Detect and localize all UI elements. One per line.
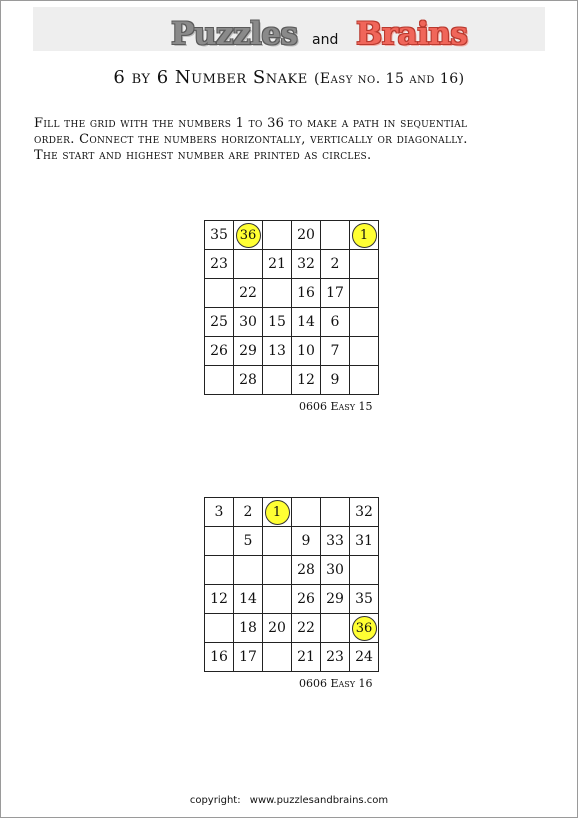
circled-number: 36 bbox=[352, 616, 377, 641]
logo-puzzles: Puzzles bbox=[171, 16, 298, 52]
grid-cell[interactable]: 24 bbox=[350, 643, 379, 672]
grid-row bbox=[205, 337, 379, 366]
logo-brains: Brains bbox=[356, 16, 468, 52]
grid-cell[interactable]: 21 bbox=[292, 643, 321, 672]
grid-cell[interactable]: 25 bbox=[205, 308, 234, 337]
grid-cell[interactable] bbox=[350, 366, 379, 395]
grid-cell[interactable]: 7 bbox=[321, 337, 350, 366]
grid-cell[interactable]: 2 bbox=[321, 250, 350, 279]
grid-cell[interactable]: 29 bbox=[321, 585, 350, 614]
grid-row bbox=[205, 250, 379, 279]
grid-cell[interactable] bbox=[263, 585, 292, 614]
grid-cell[interactable]: 6 bbox=[321, 308, 350, 337]
grid-cell[interactable]: 30 bbox=[321, 556, 350, 585]
grid-cell[interactable]: 16 bbox=[205, 643, 234, 672]
grid-cell[interactable]: 9 bbox=[292, 527, 321, 556]
title-main: 6 by 6 Number Snake bbox=[113, 67, 308, 88]
puzzle-label-15: 0606 Easy 15 bbox=[299, 400, 373, 413]
grid-cell[interactable]: 33 bbox=[321, 527, 350, 556]
grid-row bbox=[205, 366, 379, 395]
logo-and: and bbox=[312, 32, 339, 48]
grid-cell[interactable] bbox=[350, 221, 379, 250]
puzzle-grid-15 bbox=[204, 220, 379, 395]
grid-cell[interactable]: 30 bbox=[234, 308, 263, 337]
circled-number: 1 bbox=[352, 223, 377, 248]
grid-cell[interactable]: 23 bbox=[205, 250, 234, 279]
header-banner bbox=[33, 7, 545, 51]
grid-cell[interactable] bbox=[263, 366, 292, 395]
page-title bbox=[0, 67, 578, 88]
grid-cell[interactable]: 5 bbox=[234, 527, 263, 556]
grid-cell[interactable]: 32 bbox=[292, 250, 321, 279]
instruction-line: The start and highest number are printed as circles. bbox=[34, 148, 372, 163]
grid-row bbox=[205, 221, 379, 250]
grid-cell[interactable]: 18 bbox=[234, 614, 263, 643]
grid-cell[interactable]: 12 bbox=[292, 366, 321, 395]
grid-cell[interactable] bbox=[350, 337, 379, 366]
grid-cell[interactable]: 2 bbox=[234, 498, 263, 527]
grid-cell[interactable]: 3 bbox=[205, 498, 234, 527]
grid-row bbox=[205, 614, 379, 643]
grid-cell[interactable]: 26 bbox=[292, 585, 321, 614]
grid-cell[interactable] bbox=[321, 614, 350, 643]
puzzle-label-16: 0606 Easy 16 bbox=[299, 677, 373, 690]
copyright-footer bbox=[0, 795, 578, 806]
grid-cell[interactable]: 22 bbox=[292, 614, 321, 643]
grid-row bbox=[205, 308, 379, 337]
grid-cell[interactable]: 14 bbox=[292, 308, 321, 337]
grid-cell[interactable] bbox=[350, 614, 379, 643]
grid-cell[interactable]: 16 bbox=[292, 279, 321, 308]
grid-cell[interactable] bbox=[234, 556, 263, 585]
grid-cell[interactable] bbox=[350, 308, 379, 337]
puzzle-grid-16 bbox=[204, 497, 379, 672]
grid-cell[interactable] bbox=[263, 527, 292, 556]
grid-cell[interactable] bbox=[234, 250, 263, 279]
instructions bbox=[34, 116, 554, 164]
grid-row bbox=[205, 279, 379, 308]
instruction-line: Fill the grid with the numbers 1 to 36 to make a path in sequential bbox=[34, 116, 468, 131]
grid-cell[interactable] bbox=[205, 366, 234, 395]
grid-cell[interactable] bbox=[205, 527, 234, 556]
grid-cell[interactable] bbox=[321, 498, 350, 527]
grid-cell[interactable]: 20 bbox=[263, 614, 292, 643]
copyright-url[interactable]: www.puzzlesandbrains.com bbox=[249, 795, 389, 806]
grid-cell[interactable]: 13 bbox=[263, 337, 292, 366]
grid-cell[interactable]: 23 bbox=[321, 643, 350, 672]
grid-row bbox=[205, 556, 379, 585]
grid-cell[interactable]: 17 bbox=[321, 279, 350, 308]
grid-cell[interactable]: 29 bbox=[234, 337, 263, 366]
grid-cell[interactable]: 10 bbox=[292, 337, 321, 366]
grid-cell[interactable]: 9 bbox=[321, 366, 350, 395]
grid-row bbox=[205, 643, 379, 672]
grid-cell[interactable]: 15 bbox=[263, 308, 292, 337]
grid-row bbox=[205, 527, 379, 556]
grid-cell[interactable]: 21 bbox=[263, 250, 292, 279]
grid-cell[interactable]: 20 bbox=[292, 221, 321, 250]
grid-cell[interactable]: 17 bbox=[234, 643, 263, 672]
grid-cell[interactable] bbox=[263, 556, 292, 585]
grid-cell[interactable]: 35 bbox=[205, 221, 234, 250]
circled-number: 1 bbox=[265, 500, 290, 525]
grid-cell[interactable]: 28 bbox=[292, 556, 321, 585]
instruction-line: order. Connect the numbers horizontally, vertically or diagonally. bbox=[34, 132, 468, 147]
grid-row bbox=[205, 498, 379, 527]
grid-cell[interactable]: 12 bbox=[205, 585, 234, 614]
grid-cell[interactable]: 22 bbox=[234, 279, 263, 308]
grid-cell[interactable] bbox=[292, 498, 321, 527]
grid-cell[interactable] bbox=[350, 250, 379, 279]
grid-cell[interactable] bbox=[205, 279, 234, 308]
grid-cell[interactable]: 35 bbox=[350, 585, 379, 614]
grid-cell[interactable] bbox=[263, 221, 292, 250]
circled-number: 36 bbox=[236, 223, 261, 248]
grid-cell[interactable]: 14 bbox=[234, 585, 263, 614]
grid-cell[interactable] bbox=[263, 643, 292, 672]
grid-cell[interactable] bbox=[263, 498, 292, 527]
grid-cell[interactable]: 32 bbox=[350, 498, 379, 527]
grid-cell[interactable]: 31 bbox=[350, 527, 379, 556]
grid-cell[interactable] bbox=[205, 614, 234, 643]
grid-cell[interactable] bbox=[350, 556, 379, 585]
grid-cell[interactable] bbox=[321, 221, 350, 250]
grid-cell[interactable] bbox=[263, 279, 292, 308]
grid-cell[interactable]: 26 bbox=[205, 337, 234, 366]
grid-cell[interactable] bbox=[350, 279, 379, 308]
grid-cell[interactable] bbox=[205, 556, 234, 585]
grid-cell[interactable]: 28 bbox=[234, 366, 263, 395]
grid-row bbox=[205, 585, 379, 614]
title-subtitle: (Easy no. 15 and 16) bbox=[313, 71, 465, 87]
grid-cell[interactable] bbox=[234, 221, 263, 250]
copyright-label: copyright: bbox=[189, 795, 241, 806]
